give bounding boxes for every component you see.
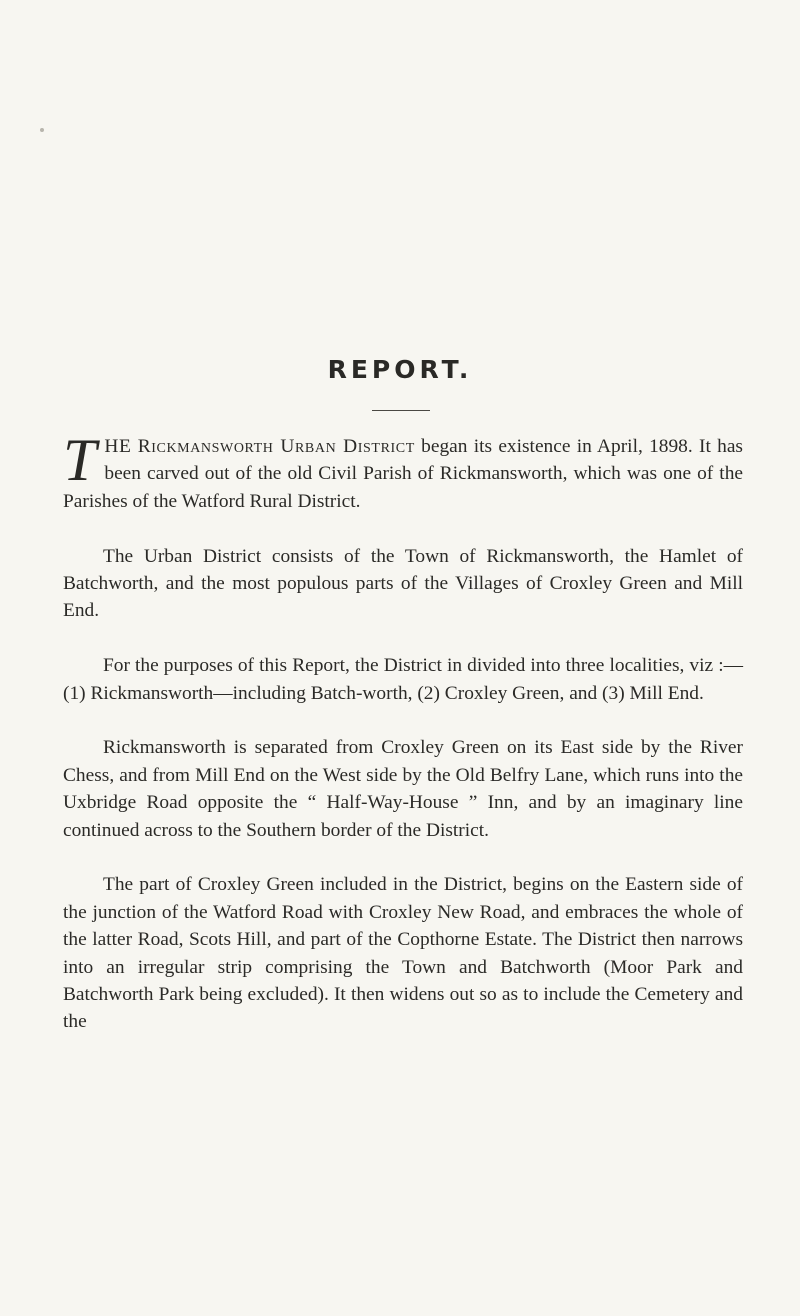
paragraph-3: For the purposes of this Report, the District in divided into three localities, viz :—(1) Rickmansworth—including Batch-worth, (2) Croxley Green, and (3) Mill End. [63,655,743,704]
paragraph-4: Rickmansworth is separated from Croxley Green on its East side by the River Chess, and from Mill End on the West side by the Old Belfry Lane, which runs into the Uxbridge Road opposite the “ Half-Way-House ” Inn, and by an imaginary line continued across to the Southern border of the District. [63,737,743,841]
paragraph-1 [63,427,743,515]
paragraph-2: The Urban District consists of the Town of Rickmansworth, the Hamlet of Batchworth, and the most populous parts of the Villages of Croxley Green and Mill End. [63,545,743,622]
report-body [63,427,743,1063]
drop-cap: T [63,427,97,493]
district-name: Rickmansworth Urban District [137,436,415,457]
paragraph-1-lead: HE [104,436,132,457]
heading-rule [372,410,430,411]
paper-speck [40,128,44,132]
page-heading: REPORT. [327,355,473,384]
paragraph-5: The part of Croxley Green included in the District, begins on the Eastern side of the junction of the Watford Road with Croxley New Road, and embraces the whole of the latter Road, Scots Hill, and part of the Copthorne Estate. The District then narrows into an irregular strip comprising the Town and Batchworth (Moor Park and Batchworth Park being excluded). It then widens out so as to include the Cemetery and the [63,874,743,1033]
paragraph-1-text: began its existence in April, 1898. It has been carved out of the old Civil Parish of Rickmansworth, which was one of the Parishes of the Watford Rural District. [63,436,743,512]
